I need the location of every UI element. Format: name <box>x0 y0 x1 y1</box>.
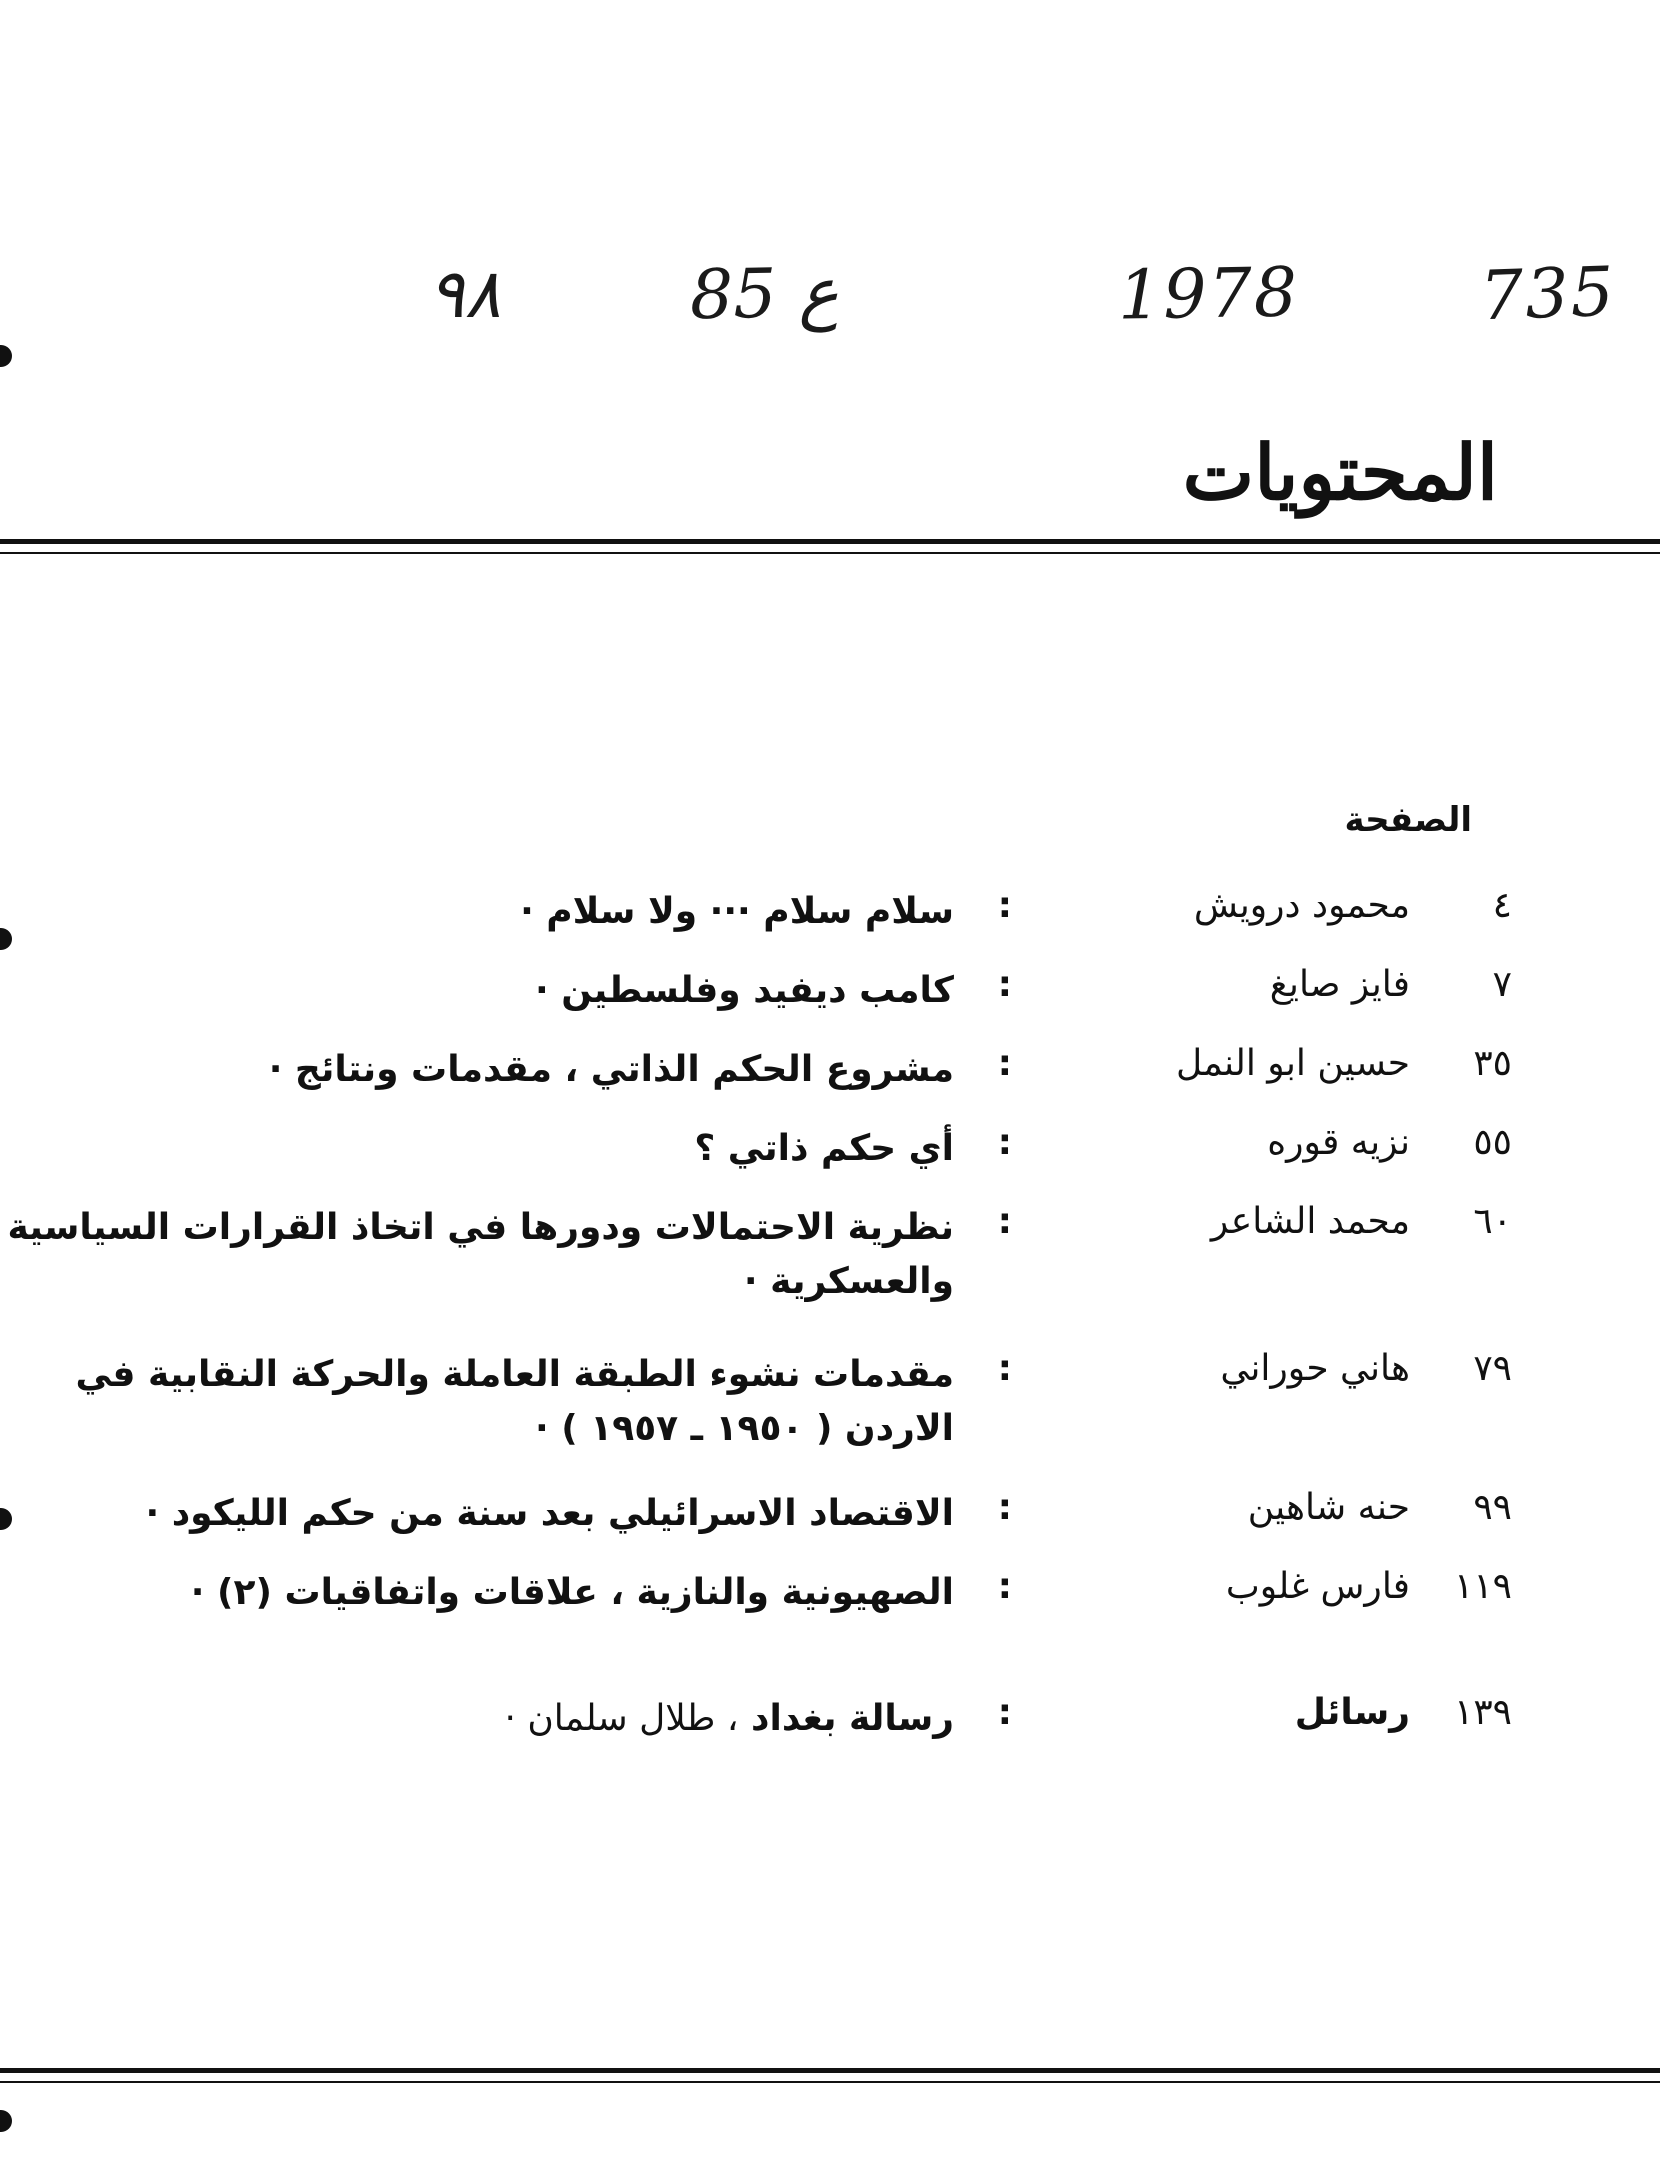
toc-title: مشروع الحكم الذاتي ، مقدمات ونتائج · <box>268 1049 954 1090</box>
toc-author: محمد الشاعر <box>1210 1201 1410 1242</box>
toc-page-number: ٧ <box>1492 964 1512 1005</box>
toc-colon: : <box>997 964 1012 1005</box>
toc-colon: : <box>997 1348 1012 1389</box>
handwritten-year: 1978 <box>1117 253 1300 336</box>
toc-title <box>0 1692 954 1746</box>
toc-colon: : <box>997 1122 1012 1163</box>
toc-title: نظرية الاحتمالات ودورها في اتخاذ القرارات السياسية والعسكرية · <box>7 1207 954 1302</box>
toc-page-number: ٧٩ <box>1473 1348 1512 1389</box>
toc-colon: : <box>997 1566 1012 1607</box>
page-column-header: الصفحة <box>1344 800 1472 840</box>
toc-title: كامب ديفيد وفلسطين · <box>535 970 954 1011</box>
toc-page-number: ٥٥ <box>1473 1122 1512 1163</box>
bottom-rule-thick <box>0 2068 1660 2073</box>
toc-colon: : <box>997 885 1012 926</box>
toc-author: نزيه قوره <box>1267 1122 1410 1163</box>
letters-byline: ، طلال سلمان · <box>504 1698 739 1739</box>
toc-page-number: ٣٥ <box>1473 1043 1512 1084</box>
toc-title: سلام سلام ··· ولا سلام · <box>520 891 954 932</box>
toc-section-label: رسائل <box>1294 1692 1410 1733</box>
toc-colon: : <box>997 1692 1012 1733</box>
toc-title: الصهيونية والنازية ، علاقات واتفاقيات (٢) · <box>190 1572 954 1613</box>
toc-colon: : <box>997 1201 1012 1242</box>
letters-title: رسالة بغداد <box>751 1698 954 1739</box>
handwritten-issue: ع 85 <box>689 253 840 336</box>
bottom-rule-thin <box>0 2081 1660 2083</box>
toc-author: فايز صايغ <box>1269 964 1410 1005</box>
toc-title: الاقتصاد الاسرائيلي بعد سنة من حكم الليكود · <box>145 1493 954 1534</box>
toc-page-number: ١١٩ <box>1453 1566 1512 1607</box>
toc-page-number: ٦٠ <box>1473 1201 1512 1242</box>
toc-author: هاني حوراني <box>1220 1348 1410 1389</box>
toc-title: مقدمات نشوء الطبقة العاملة والحركة النقابية في الاردن ( ١٩٥٠ ـ ١٩٥٧ ) · <box>75 1354 954 1449</box>
toc-author: فارس غلوب <box>1225 1566 1410 1607</box>
toc-page-number: ١٣٩ <box>1453 1692 1512 1733</box>
toc-colon: : <box>997 1043 1012 1084</box>
toc-page-number: ٤ <box>1492 885 1512 926</box>
toc-title: أي حكم ذاتي ؟ <box>694 1128 954 1169</box>
toc-page-number: ٩٩ <box>1473 1487 1512 1528</box>
toc-colon: : <box>997 1487 1012 1528</box>
toc-author: حسين ابو النمل <box>1175 1043 1410 1084</box>
handwritten-extra: ٩٨ <box>428 255 502 334</box>
page-title: المحتويات <box>1182 428 1498 517</box>
handwritten-shelf-number: 735 <box>1478 252 1618 337</box>
toc-author: محمود درويش <box>1193 885 1410 926</box>
toc-author: حنه شاهين <box>1247 1487 1410 1528</box>
